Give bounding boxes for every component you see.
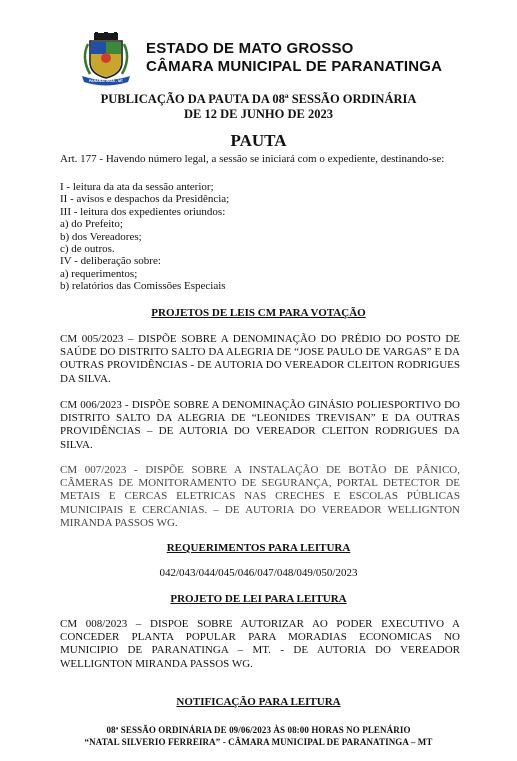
notificacao-heading — [0, 696, 517, 709]
projeto-leitura-heading — [0, 593, 517, 606]
publication-title-line2: DE 12 DE JUNHO DE 2023 — [184, 107, 333, 121]
bill-item: CM 006/2023 - DISPÕE SOBRE A DENOMINAÇÃO GINÁSIO POLIESPORTIVO DO DISTRITO SALTO DA ALEGRIA DE “LEONIDES TREVISAN” E DA OUTRAS PROVIDÊNCIAS – DE AUTORIA DO VEREADOR CLEITON RODRIGUES DA SILVA. — [60, 399, 460, 451]
projetos-votacao-heading-text: PROJETOS DE LEIS CM PARA VOTAÇÃO — [151, 307, 366, 319]
agenda-item: a) do Prefeito; — [60, 218, 123, 231]
agenda-item: a) requerimentos; — [60, 267, 138, 280]
session-info-line2: “NATAL SILVERIO FERREIRA” - CÂMARA MUNICIPAL DE PARANATINGA – MT — [84, 737, 433, 747]
pauta-intro: Art. 177 - Havendo número legal, a sessão se iniciará com o expediente, destinando-se: — [60, 153, 445, 165]
municipal-coat-of-arms-icon — [78, 32, 134, 86]
agenda-item: b) relatórios das Comissões Especiais — [60, 280, 226, 293]
agenda-item: I - leitura da ata da sessão anterior; — [60, 181, 214, 193]
logo-banner-text: PARANATINGA - MT — [88, 79, 124, 83]
requerimentos-numbers: 042/043/044/045/046/047/048/049/050/2023 — [159, 567, 358, 579]
bill-item: CM 007/2023 - DISPÕE SOBRE A INSTALAÇÃO DE BOTÃO DE PÂNICO, CÂMERAS DE MONITORAMENTO DE SEGURANÇA, PORTAL DETECTOR DE METAIS E CERCAS ELETRICAS NAS CRECHES E ESCOLAS PÚBLICAS MUNICIPAIS E CERCANIAS. – DE AUTORIA DO VEREADOR WELLIGNTON MIRANDA PASSOS WG. — [60, 464, 460, 529]
requerimentos-heading — [0, 542, 517, 555]
projeto-leitura-heading-text: PROJETO DE LEI PARA LEITURA — [170, 593, 347, 605]
bill-item: CM 008/2023 – DISPOE SOBRE AUTORIZAR AO PODER EXECUTIVO A CONCEDER PLANTA POPULAR PARA MORADIAS ECONOMICAS NO MUNICIPIO DE PARANATINGA – MT. - DE AUTORIA DO VEREADOR WELLIGNTON MIRANDA PASSOS WG. — [60, 618, 460, 670]
agenda-list — [60, 181, 470, 293]
agenda-item: III - leitura dos expedientes oriundos: — [60, 205, 226, 218]
requerimentos-heading-text: REQUERIMENTOS PARA LEITURA — [166, 542, 351, 554]
projetos-votacao-heading — [0, 307, 517, 320]
org-line-chamber: CÂMARA MUNICIPAL DE PARANATINGA — [146, 58, 443, 75]
org-line-state: ESTADO DE MATO GROSSO — [146, 40, 354, 57]
agenda-item: c) de outros. — [60, 243, 115, 256]
organization-name — [146, 40, 442, 76]
agenda-item: IV - deliberação sobre: — [60, 255, 161, 268]
bill-item: CM 005/2023 – DISPÕE SOBRE A DENOMINAÇÃO DO PRÉDIO DO POSTO DE SAÚDE DO DISTRITO SALTO DA ALEGRIA DE “JOSE PAULO DE VARGAS” E DA OUTRAS PROVIDÊNCIAS - DE AUTORIA DO VEREADOR CLEITON RODRIGUES DA SILVA. — [60, 333, 460, 385]
session-info-line1: 08ª SESSÃO ORDINÁRIA DE 09/06/2023 ÀS 08:00 HORAS NO PLENÁRIO — [106, 725, 411, 735]
pauta-heading: PAUTA — [230, 131, 287, 150]
agenda-item: II - avisos e despachos da Presidência; — [60, 193, 230, 206]
notificacao-heading-text: NOTIFICAÇÃO PARA LEITURA — [176, 696, 341, 708]
publication-title-line1: PUBLICAÇÃO DA PAUTA DA 08ª SESSÃO ORDINÁRIA — [100, 92, 417, 106]
agenda-item: b) dos Vereadores; — [60, 230, 142, 243]
letterhead — [78, 32, 498, 92]
